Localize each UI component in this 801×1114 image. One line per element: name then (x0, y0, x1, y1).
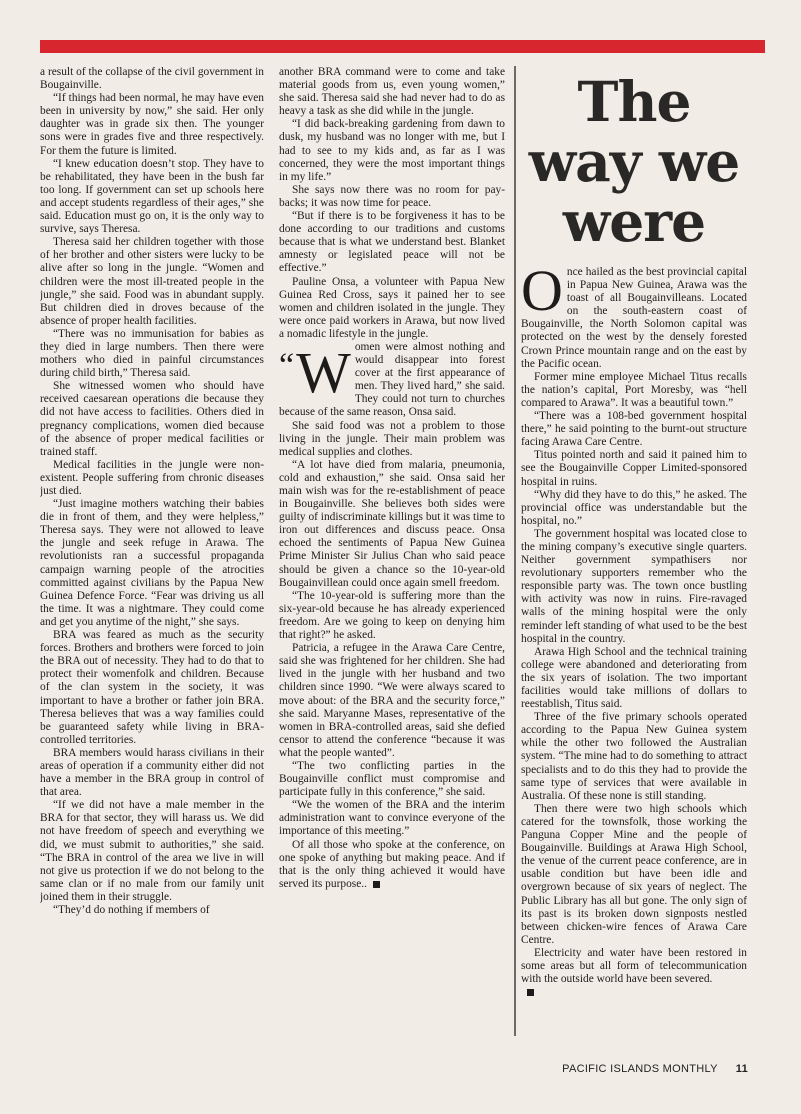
opening-quote-mark: “ (279, 346, 295, 384)
paragraph: “If we did not have a male member in the BRA for that sector, they will harass us. We did not have freedom of speech and everything we did, we must submit to authorities,” she said. “The BRA in control of the area we live in will not give us protection if we do not belong to the same clan or if no male from our family unit joined them in their struggle. (40, 799, 264, 903)
paragraph: BRA members would harass civilians in their areas of operation if a community either did not have a member in the BRA group in control of that area. (40, 746, 264, 799)
page-footer (562, 1063, 748, 1075)
paragraph: “Why did they have to do this,” he asked. The provincial office was understandable but the hospital, no.” (521, 488, 747, 527)
paragraph: Titus pointed north and said it pained him to see the Bougainville Copper Limited-sponsored hospital in ruins. (521, 449, 747, 488)
paragraph: Patricia, a refugee in the Arawa Care Centre, said she was frightened for her children. She had lived in the jungle with her husband and two children since 1990. “We were always scared to move about: of the BRA and the security force,” she said. Maryanne Mases, representative of the women in BRA-controlled areas, said she defied censor to attend the conference “because it was what the people wanted”. (279, 642, 505, 759)
paragraph: “I did back-breaking gardening from dawn to dusk, my husband was no longer with me, but I had to see to my kids and, as far as I was concerned, they were the most important things in my life.” (279, 118, 505, 183)
paragraph: “There was no immunisation for babies as they died in large numbers. Then there were mothers who died in painful circumstances during child birth,” Theresa said. (40, 327, 264, 380)
paragraph: Theresa said her children together with those of her brother and other sisters were lucky to be alive after so long in the jungle. “Women and children were the most ill-treated people in the jungle,” she said. Food was in abundant supply. But children died in droves because of the absence of proper health facilities. (40, 236, 264, 327)
magazine-name: PACIFIC ISLANDS MONTHLY (562, 1063, 718, 1075)
paragraph: Then there were two high schools which catered for the townsfolk, those working the Panguna Copper Mine and the people of Bougainville. Buildings at Arawa High School, the venue of the current peace conference, are in usable condition but have been idle and overgrown because of six years of neglect. The Public Library has all but gone. The only sign of its past is its broken down signposts nestled between chicken-wire fences of Arawa Care Centre. (521, 802, 747, 946)
paragraph: “But if there is to be forgiveness it has to be done according to our traditions and customs because that is what we understand best. Blanket amnesty or legislated peace will not be effective.” (279, 210, 505, 275)
paragraph-final (521, 947, 747, 999)
end-of-article-mark (373, 881, 380, 888)
page-number: 11 (735, 1063, 748, 1075)
paragraph: Former mine employee Michael Titus recalls the nation’s capital, Port Moresby, was “hell compared to Arawa”. It was a beautiful town.” (521, 370, 747, 409)
final-paragraph-text: Electricity and water have been restored in some areas but all form of telecommunication with the outside world have been severed. (521, 946, 747, 986)
quote-drop-cap-letter: W (296, 339, 351, 405)
paragraph: Medical facilities in the jungle were non-existent. People suffering from chronic diseases just died. (40, 458, 264, 497)
article-headline: The way we were (528, 69, 740, 254)
paragraph: “I knew education doesn’t stop. They have to be rehabilitated, they have been in the bush far too long. If government can set up schools here and accept students regardless of their ages,” she said. Education must go on, it is the only way to survive, says Theresa. (40, 157, 264, 236)
paragraph: “The two conflicting parties in the Bougainville conflict must compromise and participate fully in this conference,” she said. (279, 759, 505, 799)
article-column-3 (521, 66, 747, 1046)
paragraph: “They’d do nothing if members of (53, 904, 210, 916)
column-divider-rule (514, 66, 516, 1036)
paragraph: “There was a 108-bed government hospital there,” he said pointing to the burnt-out structure facing Arawa Care Centre. (521, 410, 747, 449)
paragraph: “If things had been normal, he may have even been in university by now,” she said. Her only daughter was in grade six then. The younger sons were in grades five and three respectively. For them the future is limited. (40, 92, 264, 157)
paragraph: She said food was not a problem to those living in the jungle. Their main problem was medical supplies and clothes. (279, 419, 505, 458)
final-paragraph-text: Of all those who spoke at the conference, on one spoke of anything but making peace. And if that is the only thing achieved it would have served its purpose.. (279, 838, 505, 890)
paragraph: “A lot have died from malaria, pneumonia, cold and exhaustion,” she said. Onsa said her main wish was for the re-establishment of peace in Bougainville. She believes both sides were guilty of indiscriminate killings but it was time to iron out differences and discuss peace. Onsa echoed the sentiments of Papua New Guinea Prime Minister Sir Julius Chan who said peace should be given a chance so the 10-year-old Bougainvillean could once again smell freedom. (279, 458, 505, 589)
paragraph: Arawa High School and the technical training college were abandoned and deteriorating from the six years of isolation. The two important facilities would take millions of dollars to reestablish, Titus said. (521, 645, 747, 711)
lead-text: nce hailed as the best provincial capital in Papua New Guinea, Arawa was the toast of all Bougainvilleans. Located on the south-eastern coast of Bougainville, the North Solomon capital was protected on the west by the densely forested Crown Prince mountain range and on the east by the Pacific ocean. (521, 266, 747, 370)
header-accent-bar (40, 40, 765, 53)
paragraph: “We the women of the BRA and the interim administration want to convince everyone of the importance of this meeting.” (279, 799, 505, 838)
paragraph: The government hospital was located close to the mining company’s executive single quarters. Neither government sympathisers nor revolutionary supporters remember who the responsible party was. The town once bustling with activity was now in ruins. Fire-ravaged walls of the mining hospital were the only reminder left standing of what used to be the best hospital in the country. (521, 527, 747, 645)
paragraph: Three of the five primary schools operated according to the Papua New Guinea system while the other two followed the Australian system. “The mine had to do something to attract specialists and to do this they had to provide the same type of services that were available in Australia. Of these none is still standing. (521, 711, 747, 802)
paragraph-final (279, 839, 505, 891)
drop-cap: O (521, 258, 563, 323)
paragraph: a result of the collapse of the civil government in Bougainville. (40, 66, 264, 92)
pull-quote-paragraph (279, 341, 505, 420)
lead-paragraph (521, 258, 747, 371)
paragraph: Pauline Onsa, a volunteer with Papua New Guinea Red Cross, says it pained her to see women and children isolated in the jungle. They were once paid workers in Arawa, but now lived a nomadic lifestyle in the jungle. (279, 275, 505, 340)
paragraph: BRA was feared as much as the security forces. Brothers and brothers were forced to join the BRA out of necessity. They had to do that to protect their womenfolk and children. Because of the clan system in the society, it was important to have a brother or father join BRA. Theresa believes that was a way families could be guaranteed safety while living in BRA-controlled territories. (40, 629, 264, 746)
paragraph: “The 10-year-old is suffering more than the six-year-old because he has already experienced freedom. Are we going to keep on denying him that right?” he asked. (279, 589, 505, 642)
end-of-article-mark (527, 989, 534, 996)
paragraph: another BRA command were to come and take material goods from us, even young women,” she said. Theresa said she had never had to do as heavy a task as she did while in the jungle. (279, 66, 505, 118)
article-column-2 (279, 66, 505, 1046)
pull-quote-text: omen were almost nothing and would disappear into forest cover at the first appearance of men. They lived hard,” she said. They could not turn to churches because of the same reason, Onsa said. (279, 340, 505, 419)
paragraph: “Just imagine mothers watching their babies die in front of them, and they were helpless,” Theresa says. They were not allowed to leave the jungle and seek refuge in Arawa. The revolutionists ran a successful propaganda campaign warning people of the atrocities committed against civilians by the Papua New Guinea Defence Force. “Fear was driving us all the time. It was a nightmare. They could come and get you anytime of the night,” she says. (40, 498, 264, 628)
paragraph: She says now there was no room for pay-backs; it was now time for peace. (279, 183, 505, 209)
article-column-1 (40, 66, 264, 1046)
paragraph: She witnessed women who should have received caesarean operations die because they did not have access to facilities. Others died in pregnancy complications, women died because of the absence of proper medical facilities or trained staff. (40, 380, 264, 458)
quote-drop-cap (279, 339, 351, 405)
